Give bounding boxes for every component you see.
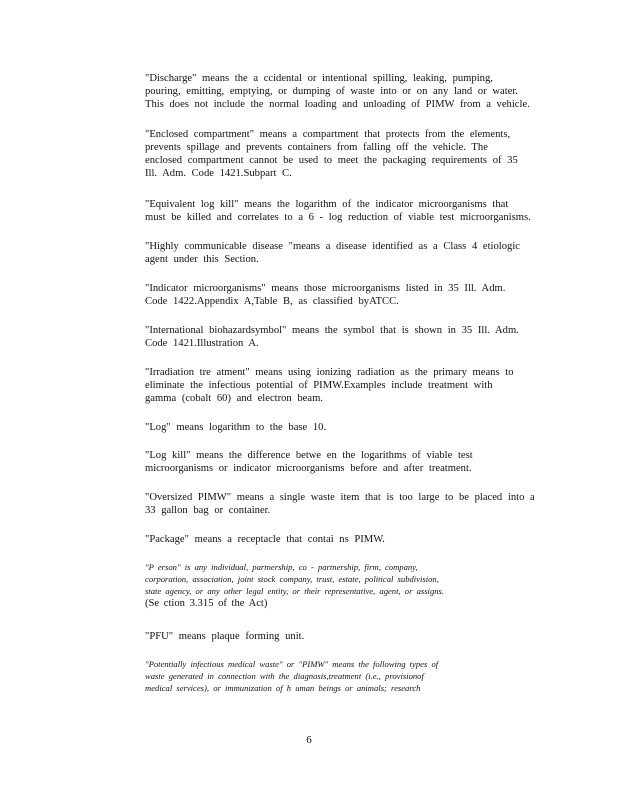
- text-line: "Log" means logarithm to the base 10.: [145, 422, 327, 433]
- definition-oversized-pimw: [145, 491, 545, 517]
- text-line: This does not include the normal loading and unloading of PIMW from a vehicle.: [145, 99, 530, 110]
- definition-discharge: [145, 72, 545, 111]
- text-line: corporation, association, joint stock company, trust, estate, political subdivision,: [145, 574, 439, 584]
- text-line: "Package" means a receptacle that contai ns PIMW.: [145, 534, 385, 545]
- text-line: "PFU" means plaque forming unit.: [145, 631, 305, 642]
- text-line: agent under this Section.: [145, 254, 259, 265]
- text-line: "Log kill" means the difference betwe en the logarithms of viable test: [145, 450, 473, 461]
- text-line: 33 gallon bag or container.: [145, 505, 271, 516]
- text-line: must be killed and correlates to a 6 - log reduction of viable test microorganisms.: [145, 212, 531, 223]
- text-line: prevents spillage and prevents containers from falling off the vehicle. The: [145, 142, 488, 153]
- text-line: "Enclosed compartment" means a compartment that protects from the elements,: [145, 129, 511, 140]
- text-line: enclosed compartment cannot be used to meet the packaging requirements of 35: [145, 155, 518, 166]
- text-line: "P erson" is any individual, partnership, co - partnership, firm, company,: [145, 562, 418, 572]
- text-line: waste generated in connection with the diagnosis,treatment (i.e., provisionof: [145, 671, 424, 681]
- definition-log: [145, 421, 545, 434]
- text-line: "Highly communicable disease "means a disease identified as a Class 4 etiologic: [145, 241, 520, 252]
- section-citation: (Se ction 3.315 of the Act): [145, 598, 268, 609]
- page-number: 6: [306, 734, 312, 746]
- text-line: pouring, emitting, emptying, or dumping of waste into or on any land or water.: [145, 86, 518, 97]
- definition-package: [145, 533, 545, 546]
- definition-highly-communicable-disease: [145, 240, 545, 266]
- definition-international-biohazard-symbol: [145, 324, 545, 350]
- text-line: Ill. Adm. Code 1421.Subpart C.: [145, 168, 292, 179]
- text-line: eliminate the infectious potential of PIMW.Examples include treatment with: [145, 380, 493, 391]
- text-line: medical services), or immunization of h uman beings or animals; research: [145, 683, 421, 693]
- definition-indicator-microorganisms: [145, 282, 545, 308]
- definition-irradiation-treatment: [145, 366, 545, 405]
- text-line: gamma (cobalt 60) and electron beam.: [145, 393, 323, 404]
- text-line: "Indicator microorganisms" means those microorganisms listed in 35 Ill. Adm.: [145, 283, 506, 294]
- definition-pimw: [145, 658, 545, 694]
- definition-pfu: [145, 630, 545, 643]
- text-line: "Discharge" means the a ccidental or intentional spilling, leaking, pumping,: [145, 73, 493, 84]
- definition-log-kill: [145, 449, 545, 475]
- text-line: microorganisms or indicator microorganisms before and after treatment.: [145, 463, 472, 474]
- definition-equivalent-log-kill: [145, 198, 545, 224]
- text-line: "International biohazardsymbol" means the symbol that is shown in 35 Ill. Adm.: [145, 325, 519, 336]
- text-line: "Equivalent log kill" means the logarithm of the indicator microorganisms that: [145, 199, 509, 210]
- text-line: Code 1422.Appendix A,Table B, as classified byATCC.: [145, 296, 399, 307]
- text-line: Code 1421.Illustration A.: [145, 338, 259, 349]
- text-line: "Irradiation tre atment" means using ionizing radiation as the primary means to: [145, 367, 514, 378]
- text-line: "Potentially infectious medical waste" or "PIMW" means the following types of: [145, 659, 439, 669]
- text-line: state agency, or any other legal entity, or their representative, agent, or assigns.: [145, 586, 445, 596]
- definition-enclosed-compartment: [145, 128, 545, 180]
- text-line: "Oversized PIMW" means a single waste item that is too large to be placed into a: [145, 492, 535, 503]
- definition-person: [145, 561, 545, 610]
